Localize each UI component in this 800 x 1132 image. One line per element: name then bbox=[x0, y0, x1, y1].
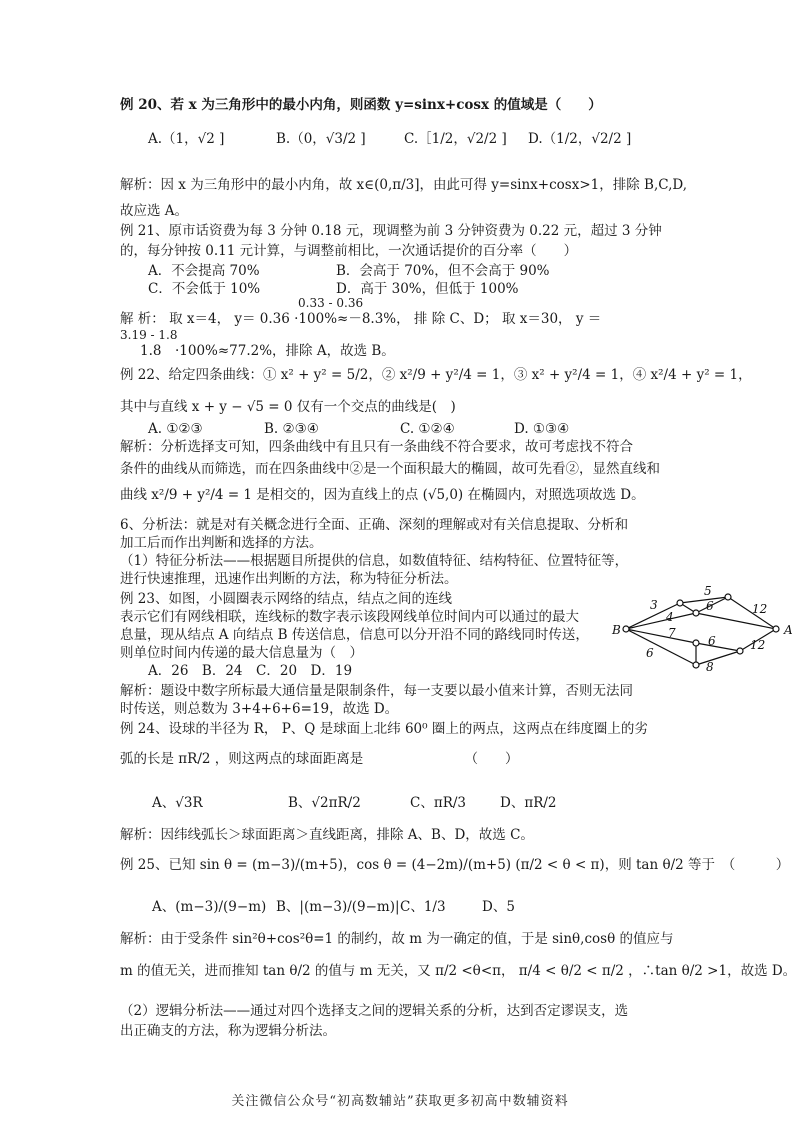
ex25-option-c: C、1/3 bbox=[400, 899, 446, 915]
ex22-option-c: C. ①②④ bbox=[400, 421, 455, 437]
ex25-solution-line2: m 的值无关，进而推知 tan θ/2 的值与 m 无关，又 π/2 <θ<π， π/4 < θ/2 < π/2 ，∴tan θ/2 >1，故选 D。 bbox=[120, 963, 797, 979]
ex25-solution-line1: 解析：由于受条件 sin²θ+cos²θ=1 的制约，故 m 为一确定的值，于是 sinθ,cosθ 的值应与 bbox=[120, 931, 674, 947]
ex20-solution-end: 故应选 A。 bbox=[120, 203, 189, 219]
ex21-option-b: B．会高于 70%，但不会高于 90% bbox=[336, 263, 550, 279]
ex22-solution-line1: 解析：分析选择支可知，四条曲线中有且只有一条曲线不符合要求，故可考虑找不符合 bbox=[120, 439, 633, 455]
ex21-solution-fraction-top: 0.33 - 0.36 bbox=[298, 296, 364, 310]
ex22-option-b: B. ②③④ bbox=[264, 421, 319, 437]
ex20-solution: 解析：因 x 为三角形中的最小内角，故 x∈(0,π/3]，由此可得 y=sinx+cosx>1，排除 B,C,D, bbox=[120, 177, 688, 193]
ex24-question-line2: 弧的长是 πR/2 ，则这两点的球面距离是 （ ） bbox=[120, 751, 519, 767]
ex22-option-a: A. ①②③ bbox=[148, 421, 203, 437]
node bbox=[693, 610, 699, 616]
node bbox=[693, 640, 699, 646]
node bbox=[737, 648, 743, 654]
logic-analysis-line1: （2）逻辑分析法——通过对四个选择支之间的逻辑关系的分析，达到否定谬误支，选 bbox=[120, 1003, 629, 1019]
node bbox=[677, 600, 683, 606]
ex24-option-a: A、√3R bbox=[152, 795, 203, 811]
edge-label: 12 bbox=[750, 638, 766, 652]
ex21-solution-end: 1.8 ·100%≈77.2%，排除 A，故选 B。 bbox=[140, 343, 395, 359]
ex25-option-d: D、5 bbox=[482, 899, 515, 915]
ex22-solution-line3: 曲线 x²/9 + y²/4 = 1 是相交的，因为直线上的点 (√5,0) 在椭圆内，对照选项故选 D。 bbox=[120, 487, 645, 503]
ex25-option-b: B、|(m−3)/(9−m)| bbox=[276, 899, 400, 915]
edge-label: 6 bbox=[646, 646, 654, 660]
node bbox=[725, 594, 731, 600]
footer-note: 关注微信公众号“初高数辅站”获取更多初高中数辅资料 bbox=[231, 1094, 569, 1109]
ex20-question: 例 20、若 x 为三角形中的最小内角，则函数 y=sinx+cosx 的值域是（ ） bbox=[120, 97, 602, 113]
ex21-solution: 解 析： 取 x＝4， y＝ 0.36 ·100%≈－8.3%， 排 除 C、D； 取 x＝30， y ＝ bbox=[120, 311, 602, 327]
edge-label: 3 bbox=[650, 598, 658, 612]
ex25-question: 例 25、已知 sin θ = (m−3)/(m+5)，cos θ = (4−2m)/(m+5) (π/2 < θ < π)，则 tan θ/2 等于 （ ） bbox=[120, 857, 790, 873]
node-b bbox=[623, 626, 629, 632]
ex22-question-line1: 例 22、给定四条曲线：① x² + y² = 5/2，② x²/9 + y²/4 = 1，③ x² + y²/4 = 1，④ x²/4 + y² = 1， bbox=[120, 367, 752, 383]
ex23-options: A．26 B．24 C．20 D．19 bbox=[148, 663, 353, 679]
ex21-option-a: A．不会提高 70% bbox=[148, 263, 260, 279]
node-b-label: B bbox=[612, 623, 621, 637]
ex22-option-d: D. ①③④ bbox=[514, 421, 570, 437]
ex21-solution-fraction-top2: 3.19 - 1.8 bbox=[120, 328, 178, 342]
network-diagram bbox=[600, 585, 800, 680]
section6-line1: 6、分析法：就是对有关概念进行全面、正确、深刻的理解或对有关信息提取、分析和 bbox=[120, 517, 629, 533]
node-a-label: A bbox=[784, 623, 793, 637]
ex20-option-d: D.（1/2，√2/2 ] bbox=[528, 131, 632, 147]
ex23-question-line4: 则单位时间内传递的最大信息量为（ ） bbox=[120, 645, 363, 661]
section6-line3: （1）特征分析法——根据题目所提供的信息，如数值特征、结构特征、位置特征等， bbox=[120, 553, 629, 569]
edge-label: 4 bbox=[666, 610, 674, 624]
ex25-option-a: A、(m−3)/(9−m) bbox=[152, 899, 267, 915]
ex24-question-line1: 例 24、设球的半径为 R， P、Q 是球面上北纬 60⁰ 圈上的两点，这两点在纬度圈上的劣 bbox=[120, 721, 648, 737]
node bbox=[693, 662, 699, 668]
edge-label: 6 bbox=[706, 599, 714, 613]
ex23-question-line2: 表示它们有网线相联，连线标的数字表示该段网线单位时间内可以通过的最大 bbox=[120, 609, 579, 625]
ex20-option-c: C.［1/2，√2/2 ] bbox=[404, 131, 507, 147]
ex20-option-a: A.（1，√2 ] bbox=[148, 131, 225, 147]
ex23-question-line3: 息量，现从结点 A 向结点 B 传送信息，信息可以分开沿不同的路线同时传送， bbox=[120, 627, 589, 643]
section6-line2: 加工后而作出判断和选择的方法。 bbox=[120, 535, 323, 551]
section6-line4: 进行快速推理，迅速作出判断的方法，称为特征分析法。 bbox=[120, 571, 458, 587]
ex21-option-c: C．不会低于 10% bbox=[148, 281, 261, 297]
logic-analysis-line2: 出正确支的方法，称为逻辑分析法。 bbox=[120, 1023, 336, 1039]
ex21-question-line1: 例 21、原市话资费为每 3 分钟 0.18 元，现调整为前 3 分钟资费为 0.22 元，超过 3 分钟 bbox=[120, 223, 662, 239]
ex24-solution: 解析：因纬线弧长＞球面距离＞直线距离，排除 A、B、D，故选 C。 bbox=[120, 827, 534, 843]
ex22-solution-line2: 条件的曲线从而筛选，而在四条曲线中②是一个面积最大的椭圆，故可先看②，显然直线和 bbox=[120, 461, 660, 477]
ex23-question-line1: 例 23、如图，小圆圈表示网络的结点，结点之间的连线 bbox=[120, 591, 452, 607]
edge-label: 5 bbox=[704, 585, 712, 598]
ex24-option-c: C、πR/3 bbox=[410, 795, 467, 811]
ex22-question-line2: 其中与直线 x + y − √5 = 0 仅有一个交点的曲线是( ) bbox=[120, 399, 456, 415]
ex23-solution-line1: 解析：题设中数字所标最大通信量是限制条件，每一支要以最小值来计算，否则无法同 bbox=[120, 683, 633, 699]
ex20-option-b: B.（0，√3/2 ] bbox=[276, 131, 366, 147]
edge-label: 8 bbox=[706, 660, 714, 674]
ex23-solution-line2: 时传送，则总数为 3+4+6+6=19，故选 D。 bbox=[120, 701, 399, 717]
edge-label: 12 bbox=[752, 602, 768, 616]
ex21-question-line2: 的，每分钟按 0.11 元计算，与调整前相比，一次通话提价的百分率（ ） bbox=[120, 243, 578, 259]
node-a bbox=[773, 626, 779, 632]
ex24-option-d: D、πR/2 bbox=[500, 795, 557, 811]
ex21-option-d: D．高于 30%，但低于 100% bbox=[336, 281, 519, 297]
edge-label: 7 bbox=[668, 626, 676, 640]
ex24-option-b: B、√2πR/2 bbox=[288, 795, 361, 811]
edge-label: 6 bbox=[708, 634, 716, 648]
